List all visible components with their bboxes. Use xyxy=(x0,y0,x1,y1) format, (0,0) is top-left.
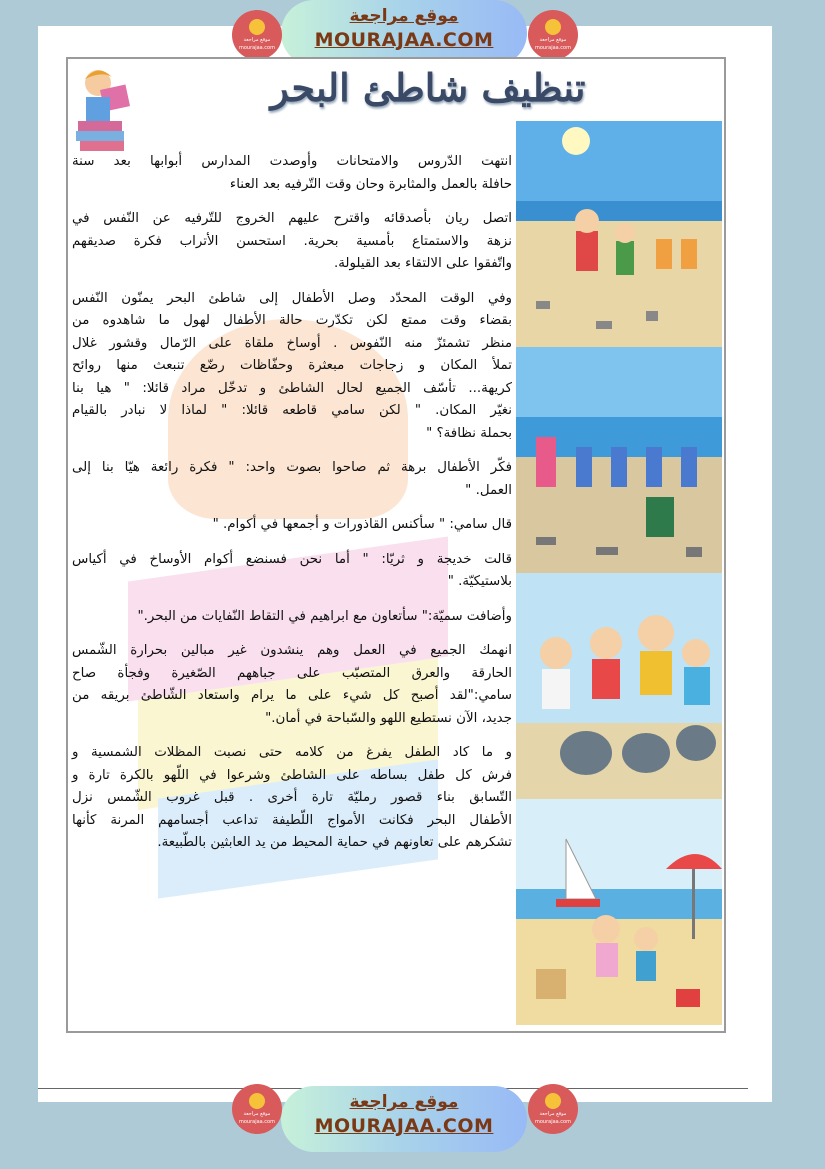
story-line: نزهة والاستمتاع بأمسية بحرية. استحسن الأتراب فكرة صديقهم xyxy=(72,233,512,249)
story-line: و ما كاد الطفل يفرغ من كلامه حتى نصبت المظلات الشمسية و xyxy=(72,745,512,760)
story-line: بلاستيكيّة. " xyxy=(447,574,512,589)
story-paragraph xyxy=(72,288,512,446)
story-line: نغيّر المكان. " لكن سامي قاطعه قائلا: " لماذا لا نبادر بالقيام xyxy=(72,403,512,418)
story-line: التّسابق بناء قصور رمليّة تارة أخرى . قبل غروب الشّمس نزل xyxy=(72,790,512,805)
story-line: قال سامي: " سأكنس القاذورات و أجمعها في أكوام. " xyxy=(212,517,512,532)
story-line: بحملة نظافة؟ " xyxy=(426,425,512,441)
story-title: تنظيف شاطئ البحر xyxy=(270,65,586,110)
site-banner-bottom[interactable] xyxy=(281,1086,527,1152)
story-line: كريهة... تأسّف الجميع لحال الشاطئ و تدخّل مراد قائلا: " هيا بنا xyxy=(72,380,512,396)
site-name-ar: موقع مراجعة xyxy=(349,1092,459,1112)
story-line: سامي:"لقد أصبح كل شيء على ما يرام واستعاد الشّاطئ بريقه من xyxy=(72,688,512,703)
story-paragraph xyxy=(72,742,512,855)
story-line: منظر تشمئزّ منه النّفوس . أوساخ ملقاة على الرّمال وقشور غلال xyxy=(72,335,512,351)
site-name-en: MOURAJAA.COM xyxy=(314,1115,494,1137)
story-line: تشكرهم على تعاونهم في حماية المحيط من يد العابثين بالطّبيعة. xyxy=(157,835,512,850)
site-logo-badge: موقع مراجعة mourajaa.com xyxy=(528,10,578,60)
logo-icon xyxy=(249,19,265,35)
story-line: انتهت الدّروس والامتحانات وأوصدت المدارس أبوابها بعد سنة xyxy=(72,154,512,169)
story-paragraph xyxy=(72,208,512,276)
story-text xyxy=(72,151,512,867)
story-paragraph xyxy=(72,606,512,629)
story-line: قالت خديجة و ثريّا: " أما نحن فسنضع أكوام الأوساخ في أكياس xyxy=(72,551,512,567)
story-line: العمل. " xyxy=(465,482,512,498)
story-line: وفي الوقت المحدّد وصل الأطفال إلى شاطئ البحر يمنّون النّفس xyxy=(72,290,512,306)
illustration-playing-on-clean-beach xyxy=(516,799,722,1025)
story-line: تملأ المكان و زجاجات مبعثرة وحفّاظات رضّع تنبعث منها روائح xyxy=(72,358,512,373)
story-line: بقضاء وقت ممتع لكن تكدّرت حالة الأطفال لهول ما شاهدوه من xyxy=(72,313,512,328)
logo-icon xyxy=(545,19,561,35)
illustration-dirty-beach-arrival xyxy=(516,121,722,347)
site-name-ar: موقع مراجعة xyxy=(349,6,459,26)
story-paragraph xyxy=(72,640,512,730)
illustration-children-dismayed xyxy=(516,347,722,573)
story-line: فكّر الأطفال برهة ثم صاحوا بصوت واحد: " فكرة رائعة هيّا بنا إلى xyxy=(72,460,512,475)
story-paragraph xyxy=(72,457,512,502)
story-paragraph xyxy=(72,514,512,537)
story-line: فرش كل طفل بساطه على الشاطئ وشرعوا في اللّهو بالكرة تارة و xyxy=(72,767,512,783)
site-logo-badge: موقع مراجعة mourajaa.com xyxy=(232,10,282,60)
story-line: اتصل ريان بأصدقائه واقترح عليهم الخروج للتّرفيه عن النّفس في xyxy=(72,211,512,226)
story-line: انهمك الجميع في العمل وهم ينشدون غير مبالين بحرارة الشّمس xyxy=(72,643,512,658)
story-paragraph xyxy=(72,549,512,594)
story-frame xyxy=(66,57,726,1033)
reading-child-books-icon xyxy=(72,61,136,155)
story-line: واتّفقوا على الالتقاء بعد القيلولة. xyxy=(333,256,512,271)
story-line: حافلة بالعمل والمثابرة وحان وقت التّرفيه بعد العناء xyxy=(229,176,512,192)
story-line: جديد، الآن نستطيع اللهو والسّباحة في أمان." xyxy=(265,710,512,726)
site-logo-badge: موقع مراجعة mourajaa.com xyxy=(232,1084,282,1134)
story-line: وأضافت سميّة:" سأتعاون مع ابراهيم في التقاط النّفايات من البحر." xyxy=(137,608,512,624)
story-line: الأطفال البحر فكانت الأمواج اللّطيفة تداعب أجسامهم المرنة كأنها xyxy=(72,812,512,828)
site-logo-badge: موقع مراجعة mourajaa.com xyxy=(528,1084,578,1134)
illustrations-column xyxy=(516,121,722,1025)
story-line: الحارقة والعرق المتصبّب على جباههم الصّغيرة وفجأة صاح xyxy=(72,665,512,681)
logo-icon xyxy=(249,1093,265,1109)
site-name-en: MOURAJAA.COM xyxy=(314,29,494,51)
story-paragraph xyxy=(72,151,512,196)
illustration-collecting-trash xyxy=(516,573,722,799)
logo-icon xyxy=(545,1093,561,1109)
